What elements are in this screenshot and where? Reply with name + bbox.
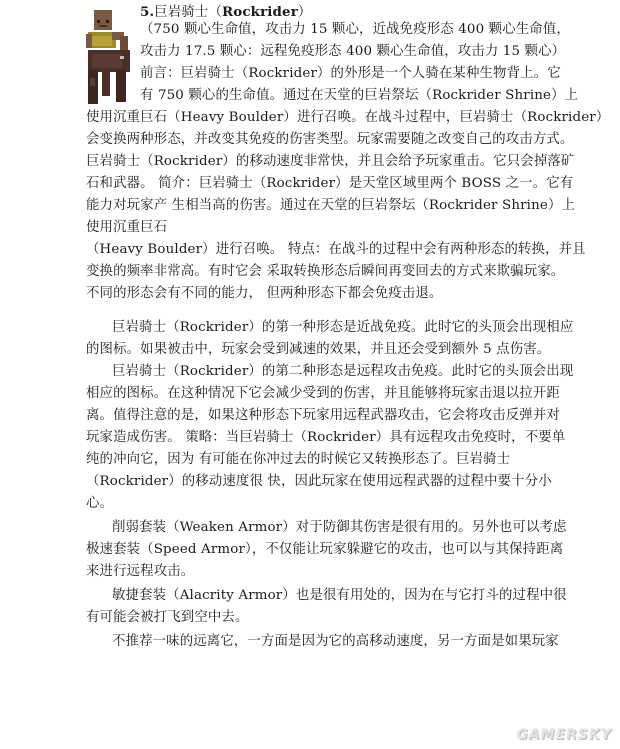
text-line: 能力对玩家产 生相当高的伤害。通过在天堂的巨岩祭坛（Rockrider Shrine）上 <box>86 198 576 213</box>
text-line: 前言：巨岩骑士（Rockrider）的外形是一个人骑在某种生物背上。它 <box>140 66 561 81</box>
text-line: 敏捷套装（Alacrity Armor）也是很有用处的，因为在与它打斗的过程中很 <box>112 588 567 603</box>
text-line: 巨岩骑士（Rockrider）的第二种形态是远程攻击免疫。此时它的头顶会出现 <box>112 364 574 379</box>
title-cn: 巨岩骑士（ <box>154 5 222 20</box>
section-number: 5. <box>140 4 155 20</box>
text-line: 离。值得注意的是，如果这种形态下玩家用远程武器攻击，它会将攻击反弹并对 <box>86 408 560 423</box>
text-line: 极速套装（Speed Armor），不仅能让玩家躲避它的攻击，也可以与其保持距离 <box>86 542 564 557</box>
gamersky-watermark: GAMERSKY <box>516 727 612 743</box>
title-close: ） <box>297 5 312 20</box>
text-line: 石和武器。 简介：巨岩骑士（Rockrider）是天堂区域里两个 BOSS 之一。它有 <box>86 176 574 191</box>
text-line: 攻击力 17.5 颗心：远程免疫形态 400 颗心生命值，攻击力 15 颗心） <box>140 44 566 59</box>
title-en: Rockrider <box>221 4 298 20</box>
text-line: （Rockrider）的移动速度很 快，因此玩家在使用远程武器的过程中要十分小 <box>86 474 552 489</box>
text-line: 心。 <box>86 496 114 511</box>
text-line: 来进行远程攻击。 <box>86 564 195 579</box>
text-line: 玩家造成伤害。 策略：当巨岩骑士（Rockrider）具有远程攻击免疫时，不要单 <box>86 430 566 445</box>
text-line: 巨岩骑士（Rockrider）的第一种形态是近战免疫。此时它的头顶会出现相应 <box>112 320 574 335</box>
text-line: 相应的图标。在这种情况下它会减少受到的伤害，并且能够将玩家击退以拉开距 <box>86 386 560 401</box>
text-line: 的图标。如果被击中，玩家会受到减速的效果，并且还会受到额外 5 点伤害。 <box>86 342 551 357</box>
text-line: 有 750 颗心的生命值。通过在天堂的巨岩祭坛（Rockrider Shrine）上 <box>140 88 579 103</box>
text-line: 巨岩骑士（Rockrider）的移动速度非常快，并且会给予玩家重击。它只会掉落矿 <box>86 154 575 169</box>
text-line: 削弱套装（Weaken Armor）对于防御其伤害是很有用的。另外也可以考虑 <box>112 520 567 535</box>
text-line: 有可能会被打飞到空中去。 <box>86 610 249 625</box>
text-line: （750 颗心生命值，攻击力 15 颗心，近战免疫形态 400 颗心生命值， <box>140 22 570 37</box>
text-line: （Heavy Boulder）进行召唤。 特点：在战斗的过程中会有两种形态的转换，并且 <box>86 242 586 257</box>
text-line: 不同的形态会有不同的能力， 但两种形态下都会免疫击退。 <box>86 286 443 301</box>
text-line: 使用沉重巨石 <box>86 220 168 235</box>
rockrider-character-image <box>82 6 134 106</box>
text-line: 变换的频率非常高。有时它会 采取转换形态后瞬间再变回去的方式来欺骗玩家。 <box>86 264 565 279</box>
text-line: 使用沉重巨石（Heavy Boulder）进行召唤。在战斗过程中，巨岩骑士（Rockrider） <box>86 110 610 125</box>
text-line: 会变换两种形态，并改变其免疫的伤害类型。玩家需要随之改变自己的攻击方式。 <box>86 132 574 147</box>
text-line: 不推荐一味的远离它，一方面是因为它的高移动速度，另一方面是如果玩家 <box>112 634 559 649</box>
text-line: 纯的冲向它，因为 有可能在你冲过去的时候它又转换形态了。巨岩骑士 <box>86 452 511 467</box>
